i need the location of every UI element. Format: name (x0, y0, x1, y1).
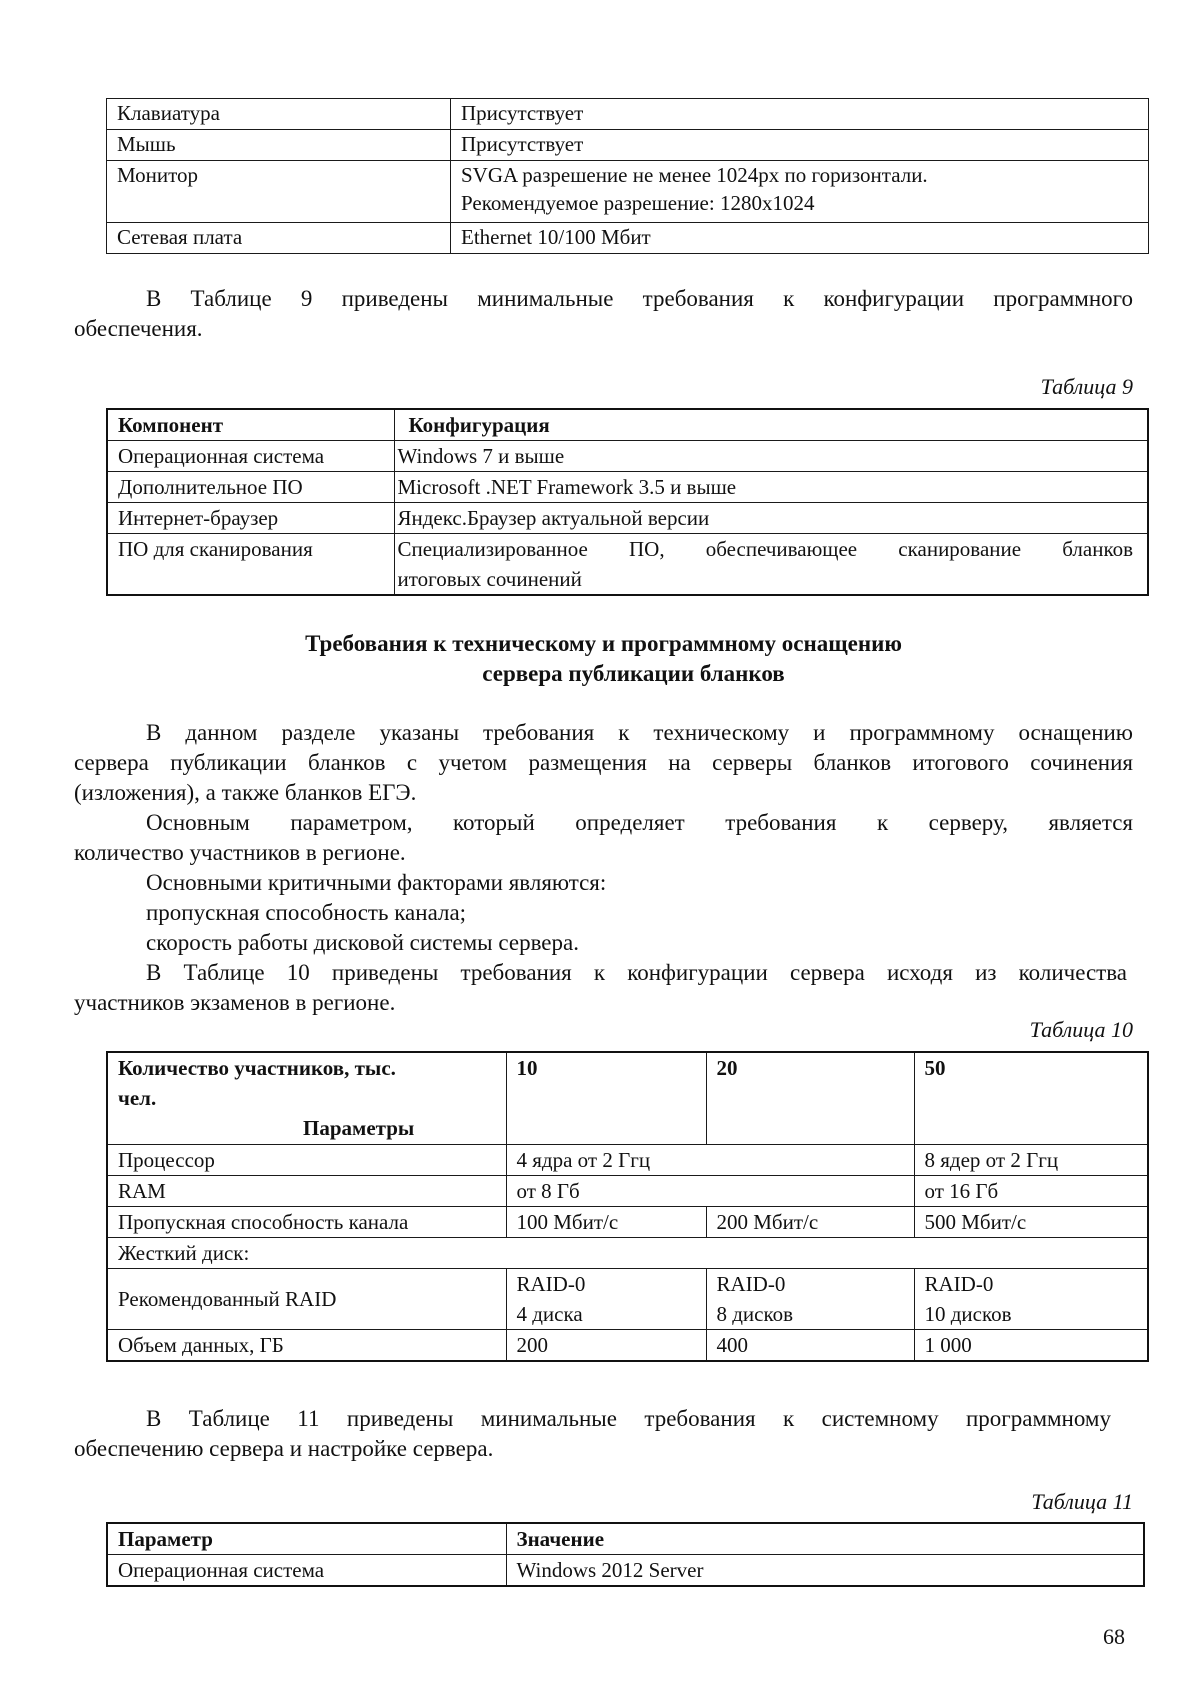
table-row (107, 1237, 1148, 1268)
table-cell: Операционная система (107, 1555, 506, 1587)
cell-line: Рекомендуемое разрешение: 1280x1024 (461, 191, 815, 215)
section-heading: Требования к техническому и программному оснащению (305, 631, 902, 656)
table-header-cell: Параметр (107, 1523, 506, 1555)
table-cell (914, 1268, 1148, 1329)
table-caption: Таблица 9 (1040, 374, 1133, 399)
table-row (107, 223, 1149, 254)
table-cell: 400 (706, 1329, 914, 1361)
table-9 (106, 408, 1149, 596)
table-row (107, 1268, 1148, 1329)
paragraph-line: обеспечению сервера и настройке сервера. (74, 1436, 494, 1461)
paragraph-line: В Таблице 9 приведены минимальные требования к конфигурации программного (146, 286, 1133, 311)
header-line: чел. (118, 1086, 157, 1110)
table-cell (506, 1268, 706, 1329)
list-item: скорость работы дисковой системы сервера. (146, 930, 579, 955)
table-header-row (107, 1052, 1148, 1144)
cell-line: 4 диска (516, 1301, 583, 1326)
hardware-table (106, 98, 1149, 254)
table-cell: Присутствует (451, 99, 1149, 130)
list-item: пропускная способность канала; (146, 900, 467, 925)
table-header-row (107, 1523, 1144, 1555)
table-cell: Windows 2012 Server (506, 1555, 1144, 1587)
table-header-row (107, 409, 1148, 441)
cell-line: RAID-0 (716, 1271, 786, 1296)
table-cell: Операционная система (107, 441, 394, 472)
table-cell (451, 161, 1149, 223)
table-cell: Присутствует (451, 130, 1149, 161)
paragraph-line: В данном разделе указаны требования к техническому и программному оснащению (146, 720, 1133, 745)
table-row (107, 1206, 1148, 1237)
table-cell: Рекомендованный RAID (107, 1268, 506, 1329)
paragraph-line: В Таблице 10 приведены требования к конфигурации сервера исходя из количества (146, 960, 1127, 985)
table-cell: Интернет-браузер (107, 503, 394, 534)
table-cell (706, 1268, 914, 1329)
header-line: Количество участников, тыс. (118, 1056, 396, 1080)
cell-line: SVGA разрешение не менее 1024px по горизонтали. (461, 163, 928, 187)
table-cell: Пропускная способность канала (107, 1206, 506, 1237)
table-cell: Microsoft .NET Framework 3.5 и выше (394, 472, 1148, 503)
table-header-cell: 10 (506, 1052, 706, 1144)
table-cell: Мышь (107, 130, 451, 161)
paragraph-line: В Таблице 11 приведены минимальные требования к системному программному (146, 1406, 1111, 1431)
table-cell: 200 (506, 1329, 706, 1361)
cell-line: Специализированное ПО, обеспечивающее сканирование бланков (397, 537, 1133, 561)
cell-line: 8 дисков (716, 1301, 794, 1326)
table-cell: 100 Мбит/с (506, 1206, 706, 1237)
table-header-cell (107, 1052, 506, 1144)
table-cell: Жесткий диск: (107, 1237, 1148, 1268)
table-cell: 4 ядра от 2 Ггц (506, 1144, 914, 1175)
table-header-cell: Значение (506, 1523, 1144, 1555)
table-row (107, 130, 1149, 161)
cell-line: 10 дисков (924, 1301, 1012, 1326)
table-row (107, 1329, 1148, 1361)
table-cell: 1 000 (914, 1329, 1148, 1361)
table-cell: Дополнительное ПО (107, 472, 394, 503)
paragraph-line: сервера публикации бланков с учетом размещения на серверы бланков итогового сочинения (74, 750, 1133, 775)
table-row (107, 534, 1148, 596)
table-cell: 200 Мбит/с (706, 1206, 914, 1237)
table-cell: Ethernet 10/100 Мбит (451, 223, 1149, 254)
table-cell: Яндекс.Браузер актуальной версии (394, 503, 1148, 534)
table-10 (106, 1051, 1149, 1362)
table-header-cell: Конфигурация (394, 409, 1148, 441)
table-cell: Процессор (107, 1144, 506, 1175)
table-cell: от 8 Гб (506, 1175, 914, 1206)
table-cell: 8 ядер от 2 Ггц (914, 1144, 1148, 1175)
table-row (107, 1144, 1148, 1175)
paragraph-line: обеспечения. (74, 316, 203, 341)
section-heading: сервера публикации бланков (482, 661, 785, 686)
paragraph-line: участников экзаменов в регионе. (74, 990, 396, 1015)
table-caption: Таблица 10 (1029, 1017, 1133, 1042)
table-cell: RAM (107, 1175, 506, 1206)
table-cell: Клавиатура (107, 99, 451, 130)
table-cell: 500 Мбит/с (914, 1206, 1148, 1237)
cell-line: итоговых сочинений (397, 567, 582, 591)
table-cell: Объем данных, ГБ (107, 1329, 506, 1361)
table-cell: Монитор (107, 161, 451, 223)
table-row (107, 1555, 1144, 1587)
table-caption: Таблица 11 (1031, 1489, 1133, 1514)
table-header-cell: Компонент (107, 409, 394, 441)
table-row (107, 161, 1149, 223)
table-11 (106, 1522, 1145, 1587)
table-cell: от 16 Гб (914, 1175, 1148, 1206)
paragraph-line: Основными критичными факторами являются: (146, 870, 607, 895)
table-row (107, 99, 1149, 130)
paragraph-line: (изложения), а также бланков ЕГЭ. (74, 780, 417, 805)
page-number: 68 (1103, 1624, 1125, 1649)
paragraph-line: Основным параметром, который определяет требования к серверу, является (146, 810, 1133, 835)
table-cell (394, 534, 1148, 596)
cell-line: RAID-0 (516, 1271, 586, 1296)
cell-line: RAID-0 (924, 1271, 994, 1296)
table-cell: Сетевая плата (107, 223, 451, 254)
table-row (107, 1175, 1148, 1206)
table-header-cell: 20 (706, 1052, 914, 1144)
table-row (107, 441, 1148, 472)
table-cell: ПО для сканирования (107, 534, 394, 596)
table-row (107, 503, 1148, 534)
paragraph-line: количество участников в регионе. (74, 840, 406, 865)
table-row (107, 472, 1148, 503)
table-header-cell: 50 (914, 1052, 1148, 1144)
table-cell: Windows 7 и выше (394, 441, 1148, 472)
header-line: Параметры (303, 1116, 415, 1140)
